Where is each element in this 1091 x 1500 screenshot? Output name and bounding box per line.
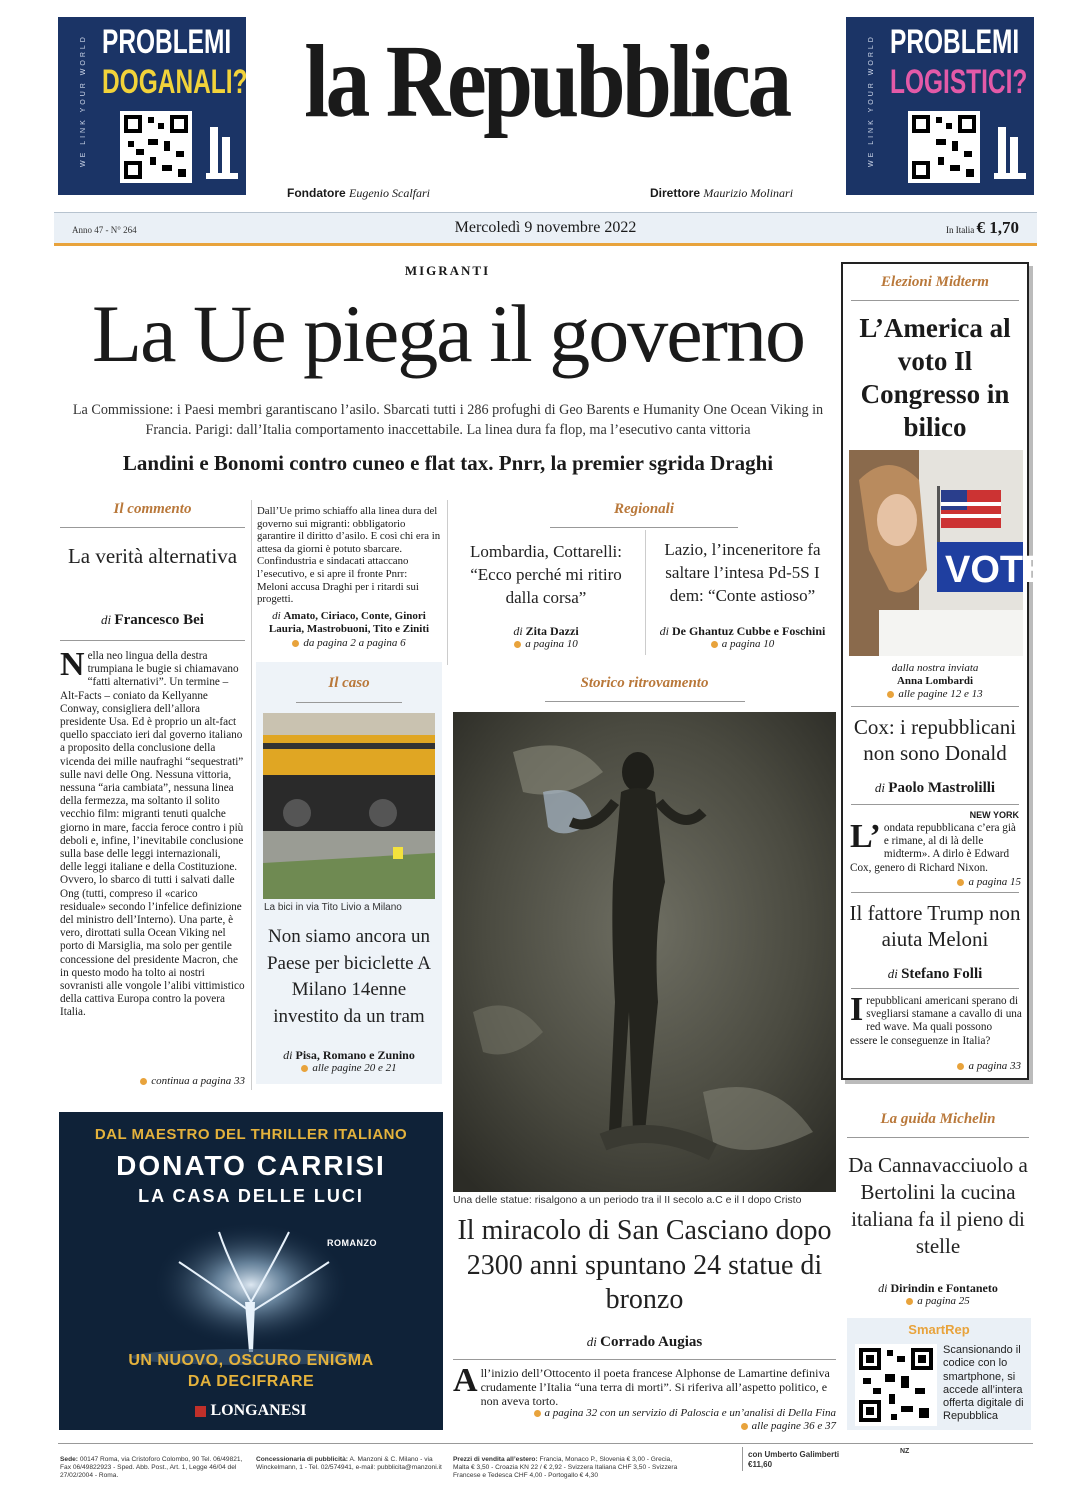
footer-rule bbox=[58, 1443, 1033, 1444]
regionali-right-byline: di De Ghantuz Cubbe e Foschini bbox=[659, 624, 826, 638]
storico-ref1[interactable]: a pagina 32 con un servizio di Paloscia e un’analisi di Della Fina bbox=[453, 1407, 836, 1419]
lead-body-ref[interactable]: da pagina 2 a pagina 6 bbox=[257, 637, 441, 649]
divider bbox=[296, 702, 402, 703]
caso-caption: La bici in via Tito Livio a Milano bbox=[264, 902, 402, 913]
lead-secondary[interactable]: Landini e Bonomi contro cuneo e flat tax. Pnrr, la premier sgrida Draghi bbox=[122, 451, 774, 475]
commento-kicker: Il commento bbox=[113, 501, 192, 517]
divider bbox=[851, 988, 1019, 989]
book-ad-line1: DAL MAESTRO DEL THRILLER ITALIANO bbox=[94, 1126, 408, 1143]
midterm-author: Anna Lombardi bbox=[896, 675, 974, 687]
footer-col-pubblicita: Concessionaria di pubblicità: A. Manzoni & C. Milano - via Winckelmann, 1 - Tel. 02/574941, e-mail: pubblicita@manzoni.it bbox=[256, 1456, 442, 1472]
midterm-title[interactable]: L’America al voto Il Congresso in bilico bbox=[859, 313, 1011, 442]
ad-tagline: WE LINK YOUR WORLD bbox=[868, 34, 875, 167]
smartrep-title: SmartRep bbox=[908, 1322, 970, 1337]
date-bar bbox=[54, 212, 1037, 246]
ship-icon bbox=[992, 117, 1028, 183]
column-divider bbox=[645, 530, 646, 655]
michelin-title[interactable]: Da Cannavacciuolo a Bertolini la cucina italiana fa il pieno di stelle bbox=[848, 1153, 1028, 1258]
column-divider bbox=[447, 500, 448, 665]
midterm-photo[interactable] bbox=[849, 450, 1049, 656]
divider bbox=[851, 706, 1019, 707]
ad-line1: PROBLEMI bbox=[102, 23, 232, 61]
regionali-left-title[interactable]: Lombardia, Cottarelli: “Ecco perché mi ritiro dalla corsa” bbox=[469, 542, 622, 607]
storico-byline: di Corrado Augias bbox=[586, 1334, 703, 1350]
book-ad-title: LA CASA DELLE LUCI bbox=[138, 1186, 364, 1206]
divider bbox=[545, 701, 745, 702]
lead-body-byline: di Amato, Ciriaco, Conte, Ginori Lauria, Mastrobuoni, Tito e Ziniti bbox=[268, 610, 430, 635]
tram-photo-icon bbox=[263, 713, 435, 899]
newspaper-title[interactable]: la Repubblica bbox=[304, 24, 789, 139]
caso-photo[interactable] bbox=[263, 713, 435, 899]
publisher-logo-icon bbox=[195, 1406, 206, 1417]
vote-word: VOTE bbox=[945, 549, 1049, 591]
divider bbox=[847, 1137, 1029, 1138]
cox-body: L’ ondata repubblicana c’era già e rimane, al di là delle midterm». A dirlo è Edward Cox, genero di Richard Nixon. bbox=[850, 818, 1016, 874]
ad-line1: PROBLEMI bbox=[890, 23, 1020, 61]
ad-ormesani-right[interactable] bbox=[816, 17, 1034, 195]
storico-photo[interactable] bbox=[453, 712, 836, 1192]
qr-code-icon bbox=[855, 1344, 937, 1426]
divider bbox=[851, 300, 1019, 301]
footer-col-prezzi: Prezzi di vendita all’estero: Francia, Monaco P., Slovenia € 3,00 - Grecia, Malta € 3,50 - Croazia KN 22 / € 2,92 - Svizzera Italiana CHF 3,50 - Svizzera Francese e Tedesca CHF 4,00 - Portogallo € 4,30 bbox=[453, 1456, 678, 1480]
regionali-right-ref[interactable]: a pagina 10 bbox=[650, 638, 835, 650]
divider bbox=[453, 1359, 836, 1360]
qr-code-icon bbox=[908, 111, 980, 183]
midterm-from: dalla nostra inviata bbox=[891, 662, 979, 674]
trump-byline: di Stefano Folli bbox=[887, 966, 983, 982]
price: In Italia € 1,70 bbox=[946, 218, 1019, 237]
midterm-box bbox=[841, 262, 1049, 1080]
drop-cap: A bbox=[453, 1362, 478, 1399]
michelin-byline: di Dirindin e Fontaneto bbox=[878, 1281, 998, 1295]
storico-body: All’inizio dell’Ottocento il poeta francese Alphonse de Lamartine definiva crudamente l’Italia “una terra di morti”. Si riferiva all’aspetto politico, e non aveva torto. bbox=[453, 1362, 830, 1408]
ship-icon bbox=[204, 117, 240, 183]
caso-ref[interactable]: alle pagine 20 e 21 bbox=[256, 1062, 442, 1074]
storico-caption: Una delle statue: risalgono a un periodo tra il II secolo a.C e il I dopo Cristo bbox=[453, 1194, 802, 1206]
lead-kicker: MIGRANTI bbox=[404, 263, 491, 278]
cox-byline: di Paolo Mastrolilli bbox=[874, 780, 996, 796]
footer-col-sede: Sede: 00147 Roma, via Cristoforo Colombo, 90 Tel. 06/49821, Fax 06/49822923 - Sped. Abb. Post., Art. 1, Legge 46/04 del 27/02/2004 - Roma. bbox=[60, 1456, 243, 1480]
divider bbox=[851, 892, 1019, 893]
divider bbox=[550, 527, 738, 528]
commento-title[interactable]: La verità alternativa bbox=[67, 544, 238, 568]
caso-byline: di Pisa, Romano e Zunino bbox=[283, 1048, 415, 1062]
ad-book-longanesi[interactable] bbox=[59, 1112, 443, 1430]
commento-ref[interactable]: continua a pagina 33 bbox=[60, 1075, 245, 1087]
caso-box bbox=[256, 662, 442, 1084]
caso-title[interactable]: Non siamo ancora un Paese per biciclette A Milano 14enne investito da un tram bbox=[266, 926, 432, 1027]
smartrep-text: Scansionando il codice con lo smartphone, si accede all’intera offerta digitale di Repubblica bbox=[943, 1344, 1024, 1423]
footer-col-extra: con Umberto Galimberti €11,60 bbox=[748, 1450, 840, 1469]
director-line: Direttore Maurizio Molinari bbox=[650, 186, 794, 200]
commento-byline: di Francesco Bei bbox=[101, 612, 204, 628]
drop-cap: N bbox=[60, 646, 85, 683]
smartrep-box[interactable] bbox=[847, 1318, 1031, 1430]
book-ad-tag1: UN NUOVO, OSCURO ENIGMA bbox=[128, 1352, 374, 1369]
trump-title[interactable]: Il fattore Trump non aiuta Meloni bbox=[849, 901, 1021, 951]
dateline: NEW YORK bbox=[969, 810, 1019, 820]
footer-code: NZ bbox=[900, 1448, 910, 1455]
issue-number: Anno 47 - N° 264 bbox=[72, 225, 137, 235]
regionali-left-ref[interactable]: a pagina 10 bbox=[455, 638, 637, 650]
ad-brand: ORMESANI bbox=[28, 17, 61, 191]
qr-code-icon bbox=[120, 111, 192, 183]
drop-cap: L’ bbox=[850, 818, 881, 855]
book-ad-genre: ROMANZO bbox=[327, 1238, 377, 1248]
regionali-right-title[interactable]: Lazio, l’inceneritore fa saltare l’intesa Pd-5S I dem: “Conte astioso” bbox=[664, 540, 821, 605]
storico-kicker: Storico ritrovamento bbox=[580, 675, 709, 691]
michelin-kicker: La guida Michelin bbox=[880, 1111, 996, 1127]
column-divider bbox=[251, 500, 252, 1090]
midterm-kicker: Elezioni Midterm bbox=[881, 274, 989, 290]
bronze-statue-photo-icon bbox=[453, 712, 836, 1192]
commento-body: Nella neo lingua della destra trumpiana le bugie si chiamavano “fatti alternativi”. Un termine – Alt-Facts – coniato da Kellyanne Conway, consigliera dell’allora presidente Usa. Ed è proprio un alt-fact quello spacciato ieri dal governo italiano a proposito della conclusione della vicenda dei mille naufraghi “sequestrati” sulle navi delle Ong. Nessuna vittoria, nessuna “aria cambiata”, nessuna linea della fermezza, ma soltanto il solito vecchio film: migranti tenuti qualche giorno in mare, faccia feroce contro i più deboli e, infine, l’inevitabile conclusione sulla base delle leggi internazionali, delle leggi italiane e della Costituzione. Ovvero, lo sbarco di tutti i salvati dalle Ong (tutti, compreso il «carico residuale» secondo l’infelice definizione del ministro dell’Interno). Una parte, è vero, dirottati sulla Ocean Viking nel porto di Marsiglia, ma solo per gentile concessione del presidente Macron, che in questo modo ha tolto ai nostri sovranisti alle vongole l’alibi vittimistico della cattiva Europa contro la povera Italia. bbox=[60, 646, 245, 1019]
cox-title[interactable]: Cox: i repubblicani non sono Donald bbox=[853, 715, 1017, 765]
midterm-ref[interactable]: alle pagine 12 e 13 bbox=[843, 688, 1027, 700]
ad-line2: DOGANALI? bbox=[102, 63, 248, 101]
ad-tagline: WE LINK YOUR WORLD bbox=[80, 34, 87, 167]
regionali-kicker: Regionali bbox=[613, 501, 674, 517]
book-ad-author: DONATO CARRISI bbox=[116, 1150, 386, 1181]
issue-date: Mercoledì 9 novembre 2022 bbox=[454, 219, 637, 236]
divider bbox=[60, 640, 245, 641]
ad-ormesani-left[interactable] bbox=[28, 17, 248, 195]
trump-ref[interactable]: a pagina 33 bbox=[843, 1060, 1021, 1072]
book-ad-publisher: LONGANESI bbox=[59, 1402, 443, 1420]
book-ad-tag2: DA DECIFRARE bbox=[187, 1373, 315, 1390]
ad-line2: LOGISTICI? bbox=[890, 63, 1028, 101]
trump-body: Irepubblicani americani sperano di svegliarsi stamane a cavallo di una red wave. Ma quali possono essere le conseguenze in Italia? bbox=[850, 991, 1022, 1047]
drop-cap: I bbox=[850, 991, 864, 1028]
masthead bbox=[0, 0, 1091, 215]
storico-title[interactable]: Il miracolo di San Casciano dopo 2300 anni spuntano 24 statue di bronzo bbox=[457, 1215, 832, 1315]
ad-brand: ORMESANI bbox=[816, 17, 849, 191]
vote-photo-icon bbox=[849, 450, 1049, 656]
michelin-ref[interactable]: a pagina 25 bbox=[847, 1295, 1029, 1307]
divider bbox=[851, 804, 1019, 805]
lead-headline[interactable]: La Ue piega il governo bbox=[92, 288, 804, 379]
footer-divider bbox=[742, 1447, 743, 1471]
founder-line: Fondatore Eugenio Scalfari bbox=[287, 186, 431, 200]
lead-summary: La Commissione: i Paesi membri garantiscano l’asilo. Sbarcati tutti i 286 profughi di Geo Barents e Humanity One Ocean Viking in Francia. Parigi: dall’Italia comportamento inaccettabile. La linea dura fa flop, ma l’esecutivo canta vittoria bbox=[72, 402, 824, 438]
storico-ref2[interactable]: alle pagine 36 e 37 bbox=[453, 1420, 836, 1432]
divider bbox=[60, 527, 245, 528]
regionali-left-byline: di Zita Dazzi bbox=[513, 624, 579, 638]
cox-ref[interactable]: a pagina 15 bbox=[843, 876, 1021, 888]
caso-kicker: Il caso bbox=[328, 675, 370, 691]
lead-body: Dall’Ue primo schiaffo alla linea dura del governo sui migranti: obbligatorio garantire il diritto d’asilo. E così chi era in attesa da giorni è potuto sbarcare. Confindustria e sindacati attaccano l’esecutivo, e si apre il fronte Pnrr: Meloni accusa Draghi per i ritardi sui progetti. bbox=[257, 505, 441, 606]
